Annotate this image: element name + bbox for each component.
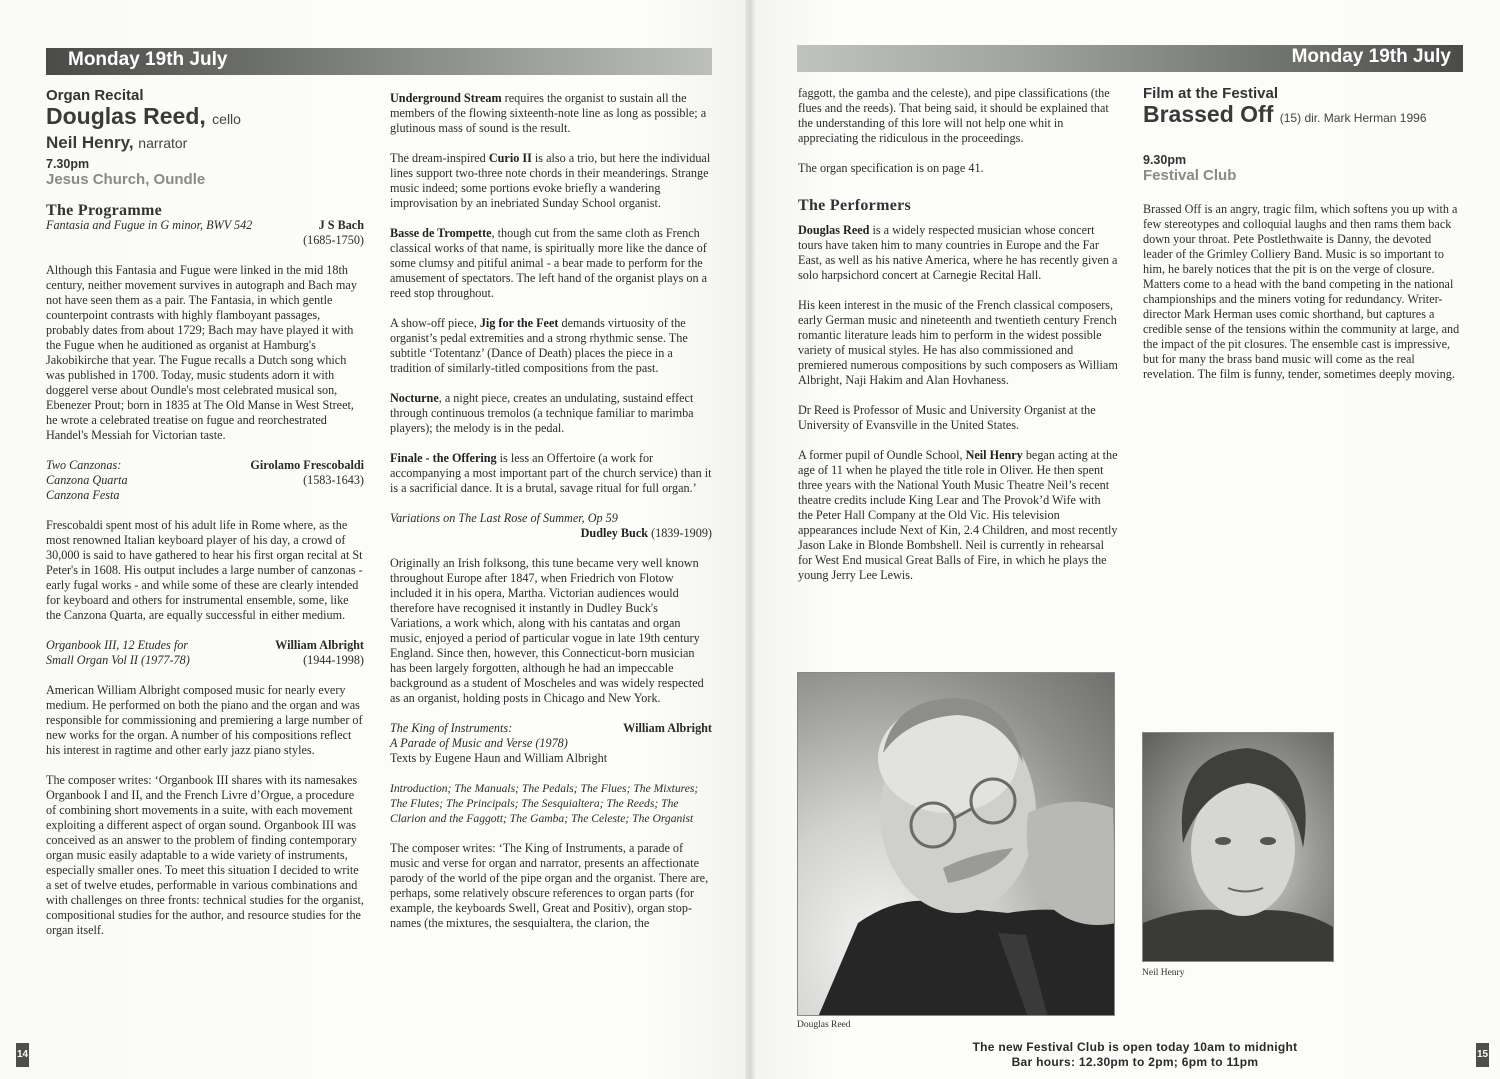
film-title: Brassed Off [1143,101,1274,127]
performers-heading: The Performers [798,197,912,214]
work-title: Variations on The Last Rose of Summer, Op 59 [390,511,618,525]
date-banner-left [46,48,712,75]
work-composer: Girolamo Frescobaldi [250,458,364,472]
work-composer: William Albright [623,721,712,735]
work-bach [46,218,364,233]
work-credit [275,638,364,668]
work-credit [250,458,364,503]
programme-note: The composer writes: ‘The King of Instruments, a parade of music and verse for organ and narrator, presents an affectionate parody of the world of the pipe organ and the organist. There are, perhaps, some relatively obscure references to organ parts (for example, the keyboards Swell, Great and Positiv), organ stop-names (the mixtures, the sesquialtera, the clarion, the [390,841,709,930]
movement-text: The dream-inspired [390,151,489,165]
performer-2-name: Neil Henry, [46,133,134,152]
work-title-line: Canzona Festa [46,488,120,502]
performer-1-name: Douglas Reed, [46,103,206,129]
movement-note [390,451,712,496]
bio-reed-1 [798,223,1118,283]
movement-note [390,391,712,436]
event-type: Organ Recital [46,87,144,104]
film-title-line [1143,101,1463,131]
programme-note: Originally an Irish folksong, this tune became very well known throughout Europe after 1847, when Friedrich von Flotow included it in his opera, Martha. Victorian audiences would therefore have recognised it instantly in Dudley Buck's Variations, a work which, along with his cantatas and organ music, enjoyed a period of particular vogue in late 19th century England. Since then, however, this Connecticut-born musician has been largely forgotten, although he had an impeccable background as a student of Moscheles and was widely respected as an organist, holding posts in Chicago and New York. [390,556,704,705]
movement-title: Curio II [488,151,532,165]
movement-text: , though cut from the same cloth as French classical works of that name, is spiritually more like the dance of some clumsy and pitiful animal - a bear made to perform for the amusement of spectators. The left hand of the organist plays on a reed stop throughout. [390,226,708,300]
work-subtitle: A Parade of Music and Verse (1978) [390,736,568,750]
film-column [1143,86,1463,397]
bio-text: is a widely respected musician whose concert tours have taken him to many countries in Europe and the Far East, as well as his native America, where he has recently given a solo harpsichord concert at Carnegie Recital Hall. [798,223,1118,282]
bio-name: Neil Henry [965,448,1023,462]
movement-title: Finale - the Offering [390,451,497,465]
performer-1 [46,103,364,132]
bio-reed-2: His keen interest in the music of the French classical composers, early German music and nineteenth and twentieth century French romantic literature leads him to perform in the widest possible variety of musical styles. He has also commissioned and premiered numerous compositions by such composers as William Albright, Naji Hakim and Alan Hovhaness. [798,298,1118,387]
work-frescobaldi [46,458,364,503]
photo-neil-henry [1142,732,1334,962]
movement-title: Nocturne [390,391,439,405]
work-composer: Dudley Buck [580,526,649,540]
organ-spec-note: The organ specification is on page 41. [798,161,984,175]
left-column [46,88,364,953]
date-banner-left-text: Monday 19th July [68,49,228,70]
work-title-line: Small Organ Vol II (1977-78) [46,653,190,667]
film-venue: Festival Club [1143,167,1237,184]
work-title [46,458,128,503]
work-albright-organbook [46,638,364,668]
work-dates: (1839-1909) [651,526,712,540]
work-title [46,638,190,668]
work-dates: (1583-1643) [303,473,364,487]
movement-text: , a night piece, creates an undulating, sustaind effect through continuous tremolos (a technique familiar to marimba players); the melody is in the pedal. [390,391,694,435]
movement-note [390,151,712,211]
work-king-of-instruments [390,721,712,736]
film-time: 9.30pm [1143,153,1187,167]
page-number-right: 15 [1476,1043,1489,1067]
programme-note: Frescobaldi spent most of his adult life in Rome where, as the most renowned Italian keyboard player of his day, a crowd of 30,000 is said to have gathered to hear his first organ recital at St Peter's in 1608. His output includes a large number of canzonas - early fugal works - and while some of these are clearly intended for keyboard and others for instrumental ensemble, some, like the Canzona Quarta, are equally successful in either medium. [46,518,363,622]
work-dates: (1685-1750) [303,233,364,247]
programme-note-continued: faggott, the gamba and the celeste), and pipe classifications (the flues and the reeds). That being said, it should be explained that the understanding of this lore will not help one whit in appreciating the ridiculous in the proceedings. [798,86,1110,145]
page-number-left: 14 [16,1043,29,1067]
movement-text: A show-off piece, [390,316,480,330]
movement-text: is less an Offertoire (a work for accompanying a most important part of the church service) than it is a sacrificial dance. It is a brutal, savage ritual for full organ.’ [390,451,712,495]
film-details: (15) dir. Mark Herman 1996 [1279,111,1427,125]
film-type: Film at the Festival [1143,85,1279,102]
programme-note: American William Albright composed music for nearly every medium. He performed on both the piano and the organ and was responsible for commissioning and premiering a large number of new works for the organ. A number of his compositions reflect his interest in ragtime and other early jazz piano styles. [46,683,363,757]
bio-name: Douglas Reed [798,223,870,237]
bio-reed-3: Dr Reed is Professor of Music and University Organist at the University of Evansville in the United States. [798,403,1096,432]
work-composer: William Albright [275,638,364,652]
work-texts-by: Texts by Eugene Haun and William Albright [390,751,608,765]
film-review: Brassed Off is an angry, tragic film, which softens you up with a few stereotypes and colloquial laughs and then rams them back down your throat. Pete Postlethwaite is Danny, the devoted leader of the Grimley Colliery Band. Music is so important to him, he barely notices that the pit is on the verge of closure. Matters come to a head with the band competing in the national championships and the miners voting for redundancy. Writer-director Mark Herman uses comic shorthand, but captures a credible sense of the tensions within the community at large, and the impact of the pit closures. The ensemble cast is impressive, but for many the brass band music will come as the real revelation. The film is funny, tender, sometimes deeply moving. [1143,202,1460,381]
portrait-illustration [1143,733,1334,962]
movement-title: Jig for the Feet [479,316,559,330]
performer-1-role: cello [212,111,241,127]
movement-note [390,316,712,376]
page-gutter [745,0,755,1079]
work-title: The King of Instruments: [390,721,513,735]
work-composer: J S Bach [318,218,364,232]
performer-2 [46,132,364,154]
bio-text: began acting at the age of 11 when he played the title role in Oliver. He then spent three years with the National Youth Music Theatre Neil’s recent theatre credits include King Lear and The Provok’d Wife with the Peter Hall Company at the Old Vic. His television appearances include Next of Kin, 2.4 Children, and most recently Jason Lake in Blonde Bombshell. Neil is currently in rehearsal for West End musical Great Balls of Fire, in which he plays the young Jerry Lee Lewis. [798,448,1118,582]
work-title: Fantasia and Fugue in G minor, BWV 542 [46,218,253,232]
programme-heading: The Programme [46,202,163,219]
movement-note [390,91,712,136]
middle-column [390,91,712,946]
festival-club-notice [900,1040,1370,1070]
festival-club-hours: The new Festival Club is open today 10am to midnight [972,1040,1298,1054]
photo-caption-reed: Douglas Reed [797,1020,851,1030]
date-banner-right [797,45,1463,72]
work-title-line: Organbook III, 12 Etudes for [46,638,189,652]
movement-list: Introduction; The Manuals; The Pedals; The Flues; The Mixtures; The Flutes; The Principals; The Sesquialtera; The Reeds; The Clarion and the Faggott; The Gamba; The Celeste; The Organist [390,782,699,825]
work-credit [390,526,712,541]
movement-title: Basse de Trompette [390,226,492,240]
portrait-illustration [798,673,1115,1016]
programme-note: Although this Fantasia and Fugue were linked in the mid 18th century, neither movement survives in autograph and Bach may not have seen them as a pair. The Fantasia, in which gentle counterpoint contrasts with highly flamboyant passages, probably dates from about 1729; Bach may have played it with the Fugue when he auditioned as organist at Hamburg's Jakobikirche that year. The Fugue recalls a Dutch song which was published in 1700. Today, music students adorn it with doggerel verse about Oundle's most celebrated musical son, Ebenezer Prout; born in 1835 at The Old Manse in West Street, he wrote a celebrated treatise on fugue and reorchestrated Handel's Messiah for Victorian taste. [46,263,357,442]
bio-henry [798,448,1118,583]
movement-text: requires the organist to sustain all the members of the flowing sixteenth-note line as long as possible; a glutinous mass of sound is the result. [390,91,707,135]
movement-text: demands virtuosity of the organist’s pedal extremities and a strong rhythmic sense. The subtitle ‘Totentanz’ (Dance of Death) places the piece in a tradition of similarly-titled compositions from the past. [390,316,688,375]
movement-title: Underground Stream [390,91,502,105]
work-dates: (1944-1998) [303,653,364,667]
date-banner-right-text: Monday 19th July [1291,46,1451,67]
performers-column [798,86,1118,598]
work-title-line: Canzona Quarta [46,473,128,487]
programme-note: The composer writes: ‘Organbook III shares with its namesakes Organbook I and II, and the French Livre d’Orgue, a procedure of combining short movements in a suite, with each movement exploiting a different aspect of organ sound. Organbook III was conceived as an answer to the problem of finding contemporary organ music easily adaptable to a wide variety of instruments, especially smaller ones. To meet this situation I decided to write a set of twelve etudes, performable in various combinations and with challenges on three fronts: technical studies for the organist, compositional studies for the author, and resource studies for the organ itself. [46,773,364,937]
bio-text: A former pupil of Oundle School, [798,448,966,462]
photo-caption-henry: Neil Henry [1142,968,1185,978]
event-venue: Jesus Church, Oundle [46,171,206,188]
work-title-line: Two Canzonas: [46,458,122,472]
movement-text: is also a trio, but here the individual lines support two-three note chords in their meanderings. Strange music indeed; some portions evoke briefly a wandering improvisation by an inebriated Sunday School organist. [390,151,711,210]
performer-2-role: narrator [138,135,188,151]
movement-note [390,226,712,301]
photo-douglas-reed [797,672,1115,1016]
event-time: 7.30pm [46,157,90,171]
bar-hours: Bar hours: 12.30pm to 2pm; 6pm to 11pm [1011,1055,1259,1069]
